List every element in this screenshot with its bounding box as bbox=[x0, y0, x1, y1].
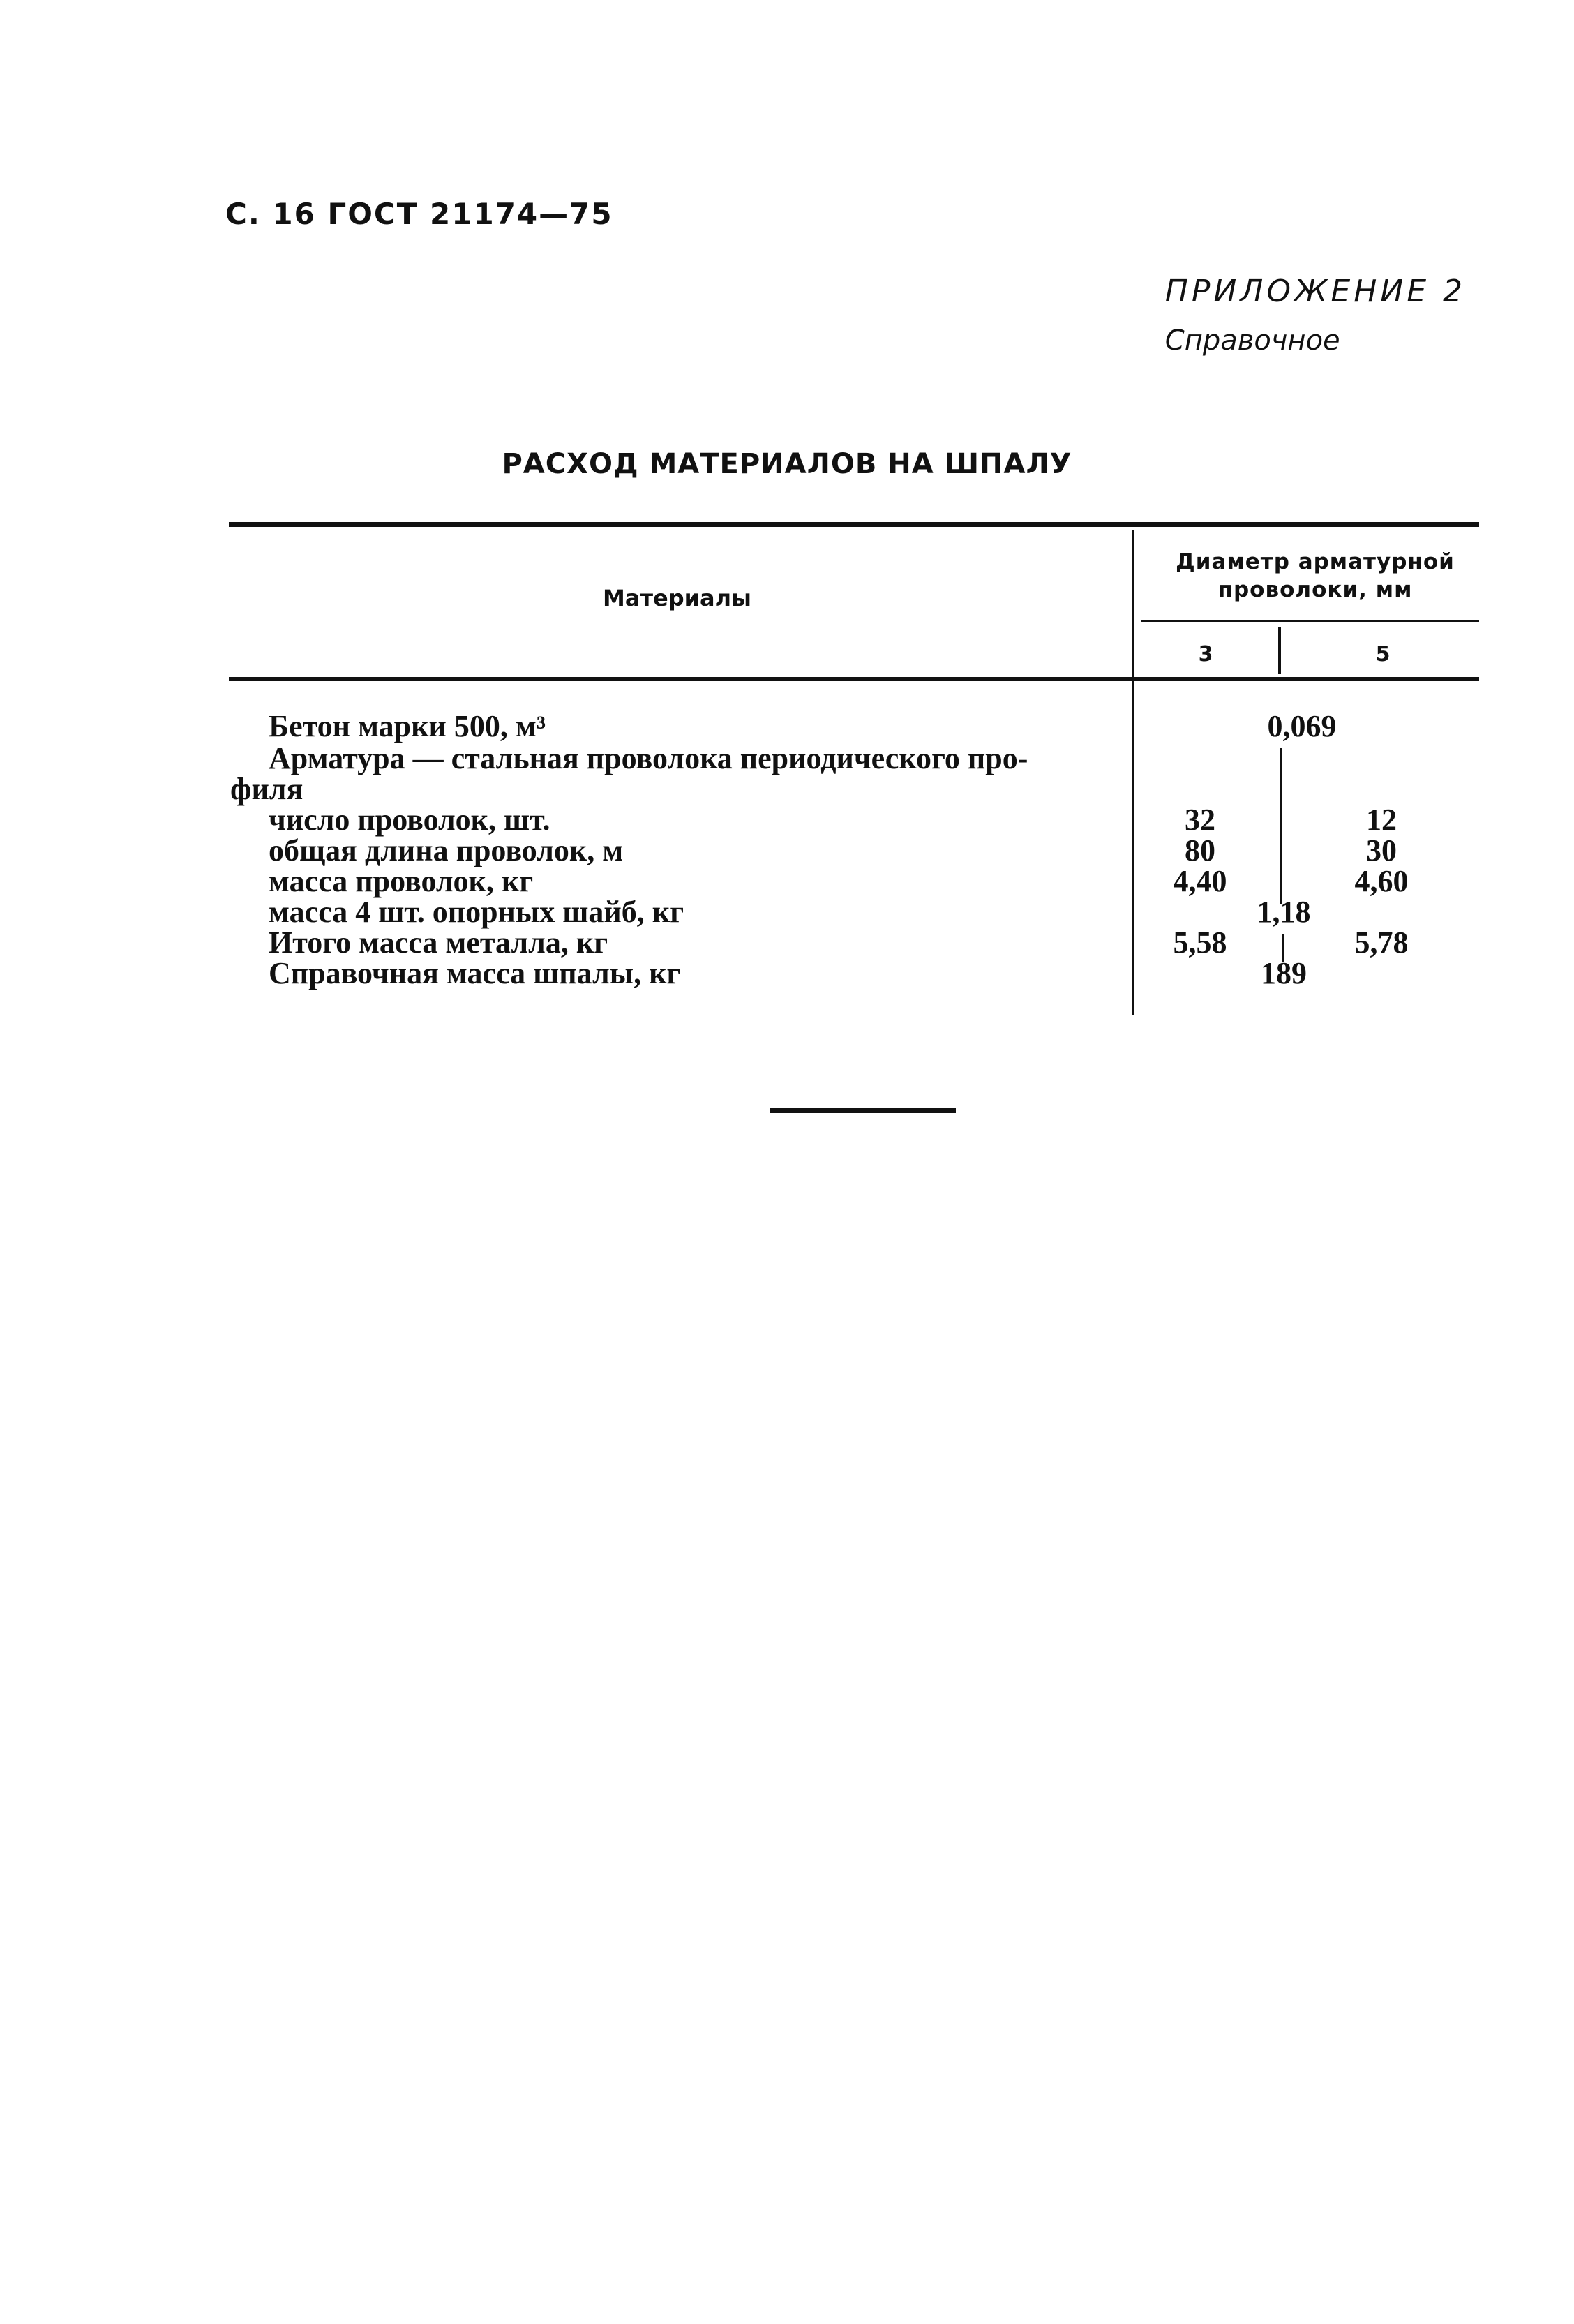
body-column-divider-1 bbox=[1280, 748, 1282, 815]
column-header-diameter-line2: проволоки, мм bbox=[1217, 577, 1413, 602]
table-main-divider bbox=[1132, 530, 1134, 1015]
column-header-5mm: 5 bbox=[1375, 642, 1391, 666]
column-header-diameter-line1: Диаметр арматурной bbox=[1176, 549, 1455, 574]
header-sub-rule bbox=[1141, 620, 1479, 622]
row-label-concrete: Бетон марки 500, м³ bbox=[269, 709, 546, 743]
row-label-sleeper-mass: Справочная масса шпалы, кг bbox=[269, 956, 681, 990]
row-label-reinforcement-cont: филя bbox=[230, 772, 303, 806]
cell-washers-mass: 1,18 bbox=[1257, 895, 1311, 929]
header-column-divider bbox=[1278, 627, 1281, 674]
table-top-rule bbox=[229, 522, 1479, 527]
row-label-wire-length: общая длина проволок, м bbox=[269, 833, 624, 867]
appendix-block bbox=[1165, 274, 1466, 357]
row-label-washers-mass: масса 4 шт. опорных шайб, кг bbox=[269, 895, 684, 929]
cell-metal-total-5: 5,78 bbox=[1354, 925, 1409, 960]
column-header-materials: Материалы bbox=[603, 585, 751, 611]
cell-wire-mass-3: 4,40 bbox=[1173, 864, 1227, 898]
cell-concrete-volume: 0,069 bbox=[1267, 709, 1337, 743]
row-label-wire-mass: масса проволок, кг bbox=[269, 864, 534, 898]
row-label-wire-count: число проволок, шт. bbox=[269, 803, 550, 837]
cell-wire-length-3: 80 bbox=[1185, 833, 1215, 867]
header-bottom-rule bbox=[229, 677, 1479, 681]
end-rule bbox=[770, 1108, 956, 1113]
running-title: С. 16 ГОСТ 21174—75 bbox=[225, 197, 613, 231]
document-title: РАСХОД МАТЕРИАЛОВ НА ШПАЛУ bbox=[502, 448, 1072, 480]
cell-wire-count-5: 12 bbox=[1366, 803, 1397, 837]
appendix-number: ПРИЛОЖЕНИЕ 2 bbox=[1164, 274, 1466, 309]
appendix-kind: Справочное bbox=[1164, 325, 1340, 357]
row-label-metal-total: Итого масса металла, кг bbox=[269, 925, 608, 960]
cell-metal-total-3: 5,58 bbox=[1173, 925, 1227, 960]
body-column-divider-2 bbox=[1280, 810, 1282, 904]
row-label-reinforcement: Арматура — стальная проволока периодического про- bbox=[269, 741, 1028, 775]
column-header-3mm: 3 bbox=[1198, 642, 1213, 666]
cell-wire-length-5: 30 bbox=[1366, 833, 1397, 867]
cell-sleeper-mass: 189 bbox=[1261, 956, 1307, 990]
column-header-diameter bbox=[1144, 548, 1486, 604]
cell-wire-count-3: 32 bbox=[1185, 803, 1215, 837]
cell-wire-mass-5: 4,60 bbox=[1354, 864, 1409, 898]
